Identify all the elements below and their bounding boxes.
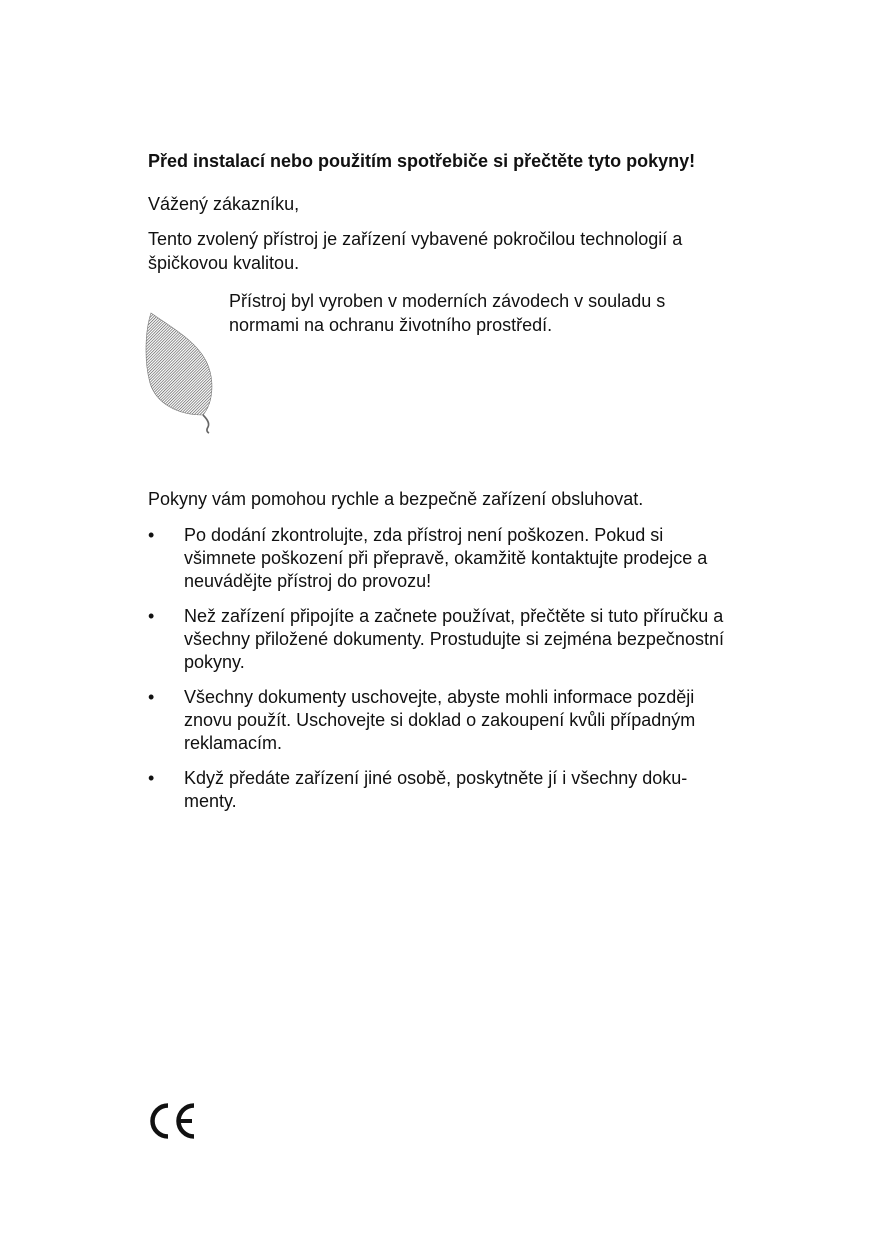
- eco-paragraph: Přístroj byl vyroben v moderních závodech v souladu s normami na ochranu životního prostředí.: [229, 291, 666, 335]
- list-item: [148, 524, 729, 593]
- bullet-icon: •: [148, 768, 155, 788]
- list-item: [148, 767, 729, 813]
- bullet-icon: •: [148, 525, 155, 545]
- list-item-text: Když předáte zařízení jiné osobě, poskytněte jí i všechny dokumenty.: [184, 768, 688, 811]
- greeting: Vážený zákazníku,: [148, 194, 300, 214]
- list-item: [148, 605, 729, 674]
- list-item: [148, 686, 729, 755]
- instruction-list: [148, 524, 748, 825]
- bullet-icon: •: [148, 687, 155, 707]
- intro-paragraph: Tento zvolený přístroj je zařízení vybavené pokročilou technologií a špičkovou kvalitou.: [148, 229, 683, 273]
- ce-mark-icon: [146, 1101, 200, 1141]
- list-item-text: Než zařízení připojíte a začnete používat, přečtěte si tuto příručku a všechny přiložené dokumenty. Prostudujte si zejména bezpečnostní pokyny.: [184, 606, 724, 672]
- bullet-icon: •: [148, 606, 155, 626]
- help-paragraph: Pokyny vám pomohou rychle a bezpečně zařízení obsluhovat.: [148, 489, 644, 509]
- page-heading: Před instalací nebo použitím spotřebiče si přečtěte tyto pokyny!: [148, 151, 696, 171]
- list-item-text: Po dodání zkontrolujte, zda přístroj není poškozen. Pokud si všimnete poškození při přepravě, okamžitě kontaktujte prodejce a neuvádějte přístroj do provozu!: [184, 525, 708, 591]
- leaf-icon: [141, 309, 221, 435]
- list-item-text: Všechny dokumenty uschovejte, abyste mohli informace později znovu použít. Uschovejte si doklad o zakoupení kvůli případným reklamacím.: [184, 687, 696, 753]
